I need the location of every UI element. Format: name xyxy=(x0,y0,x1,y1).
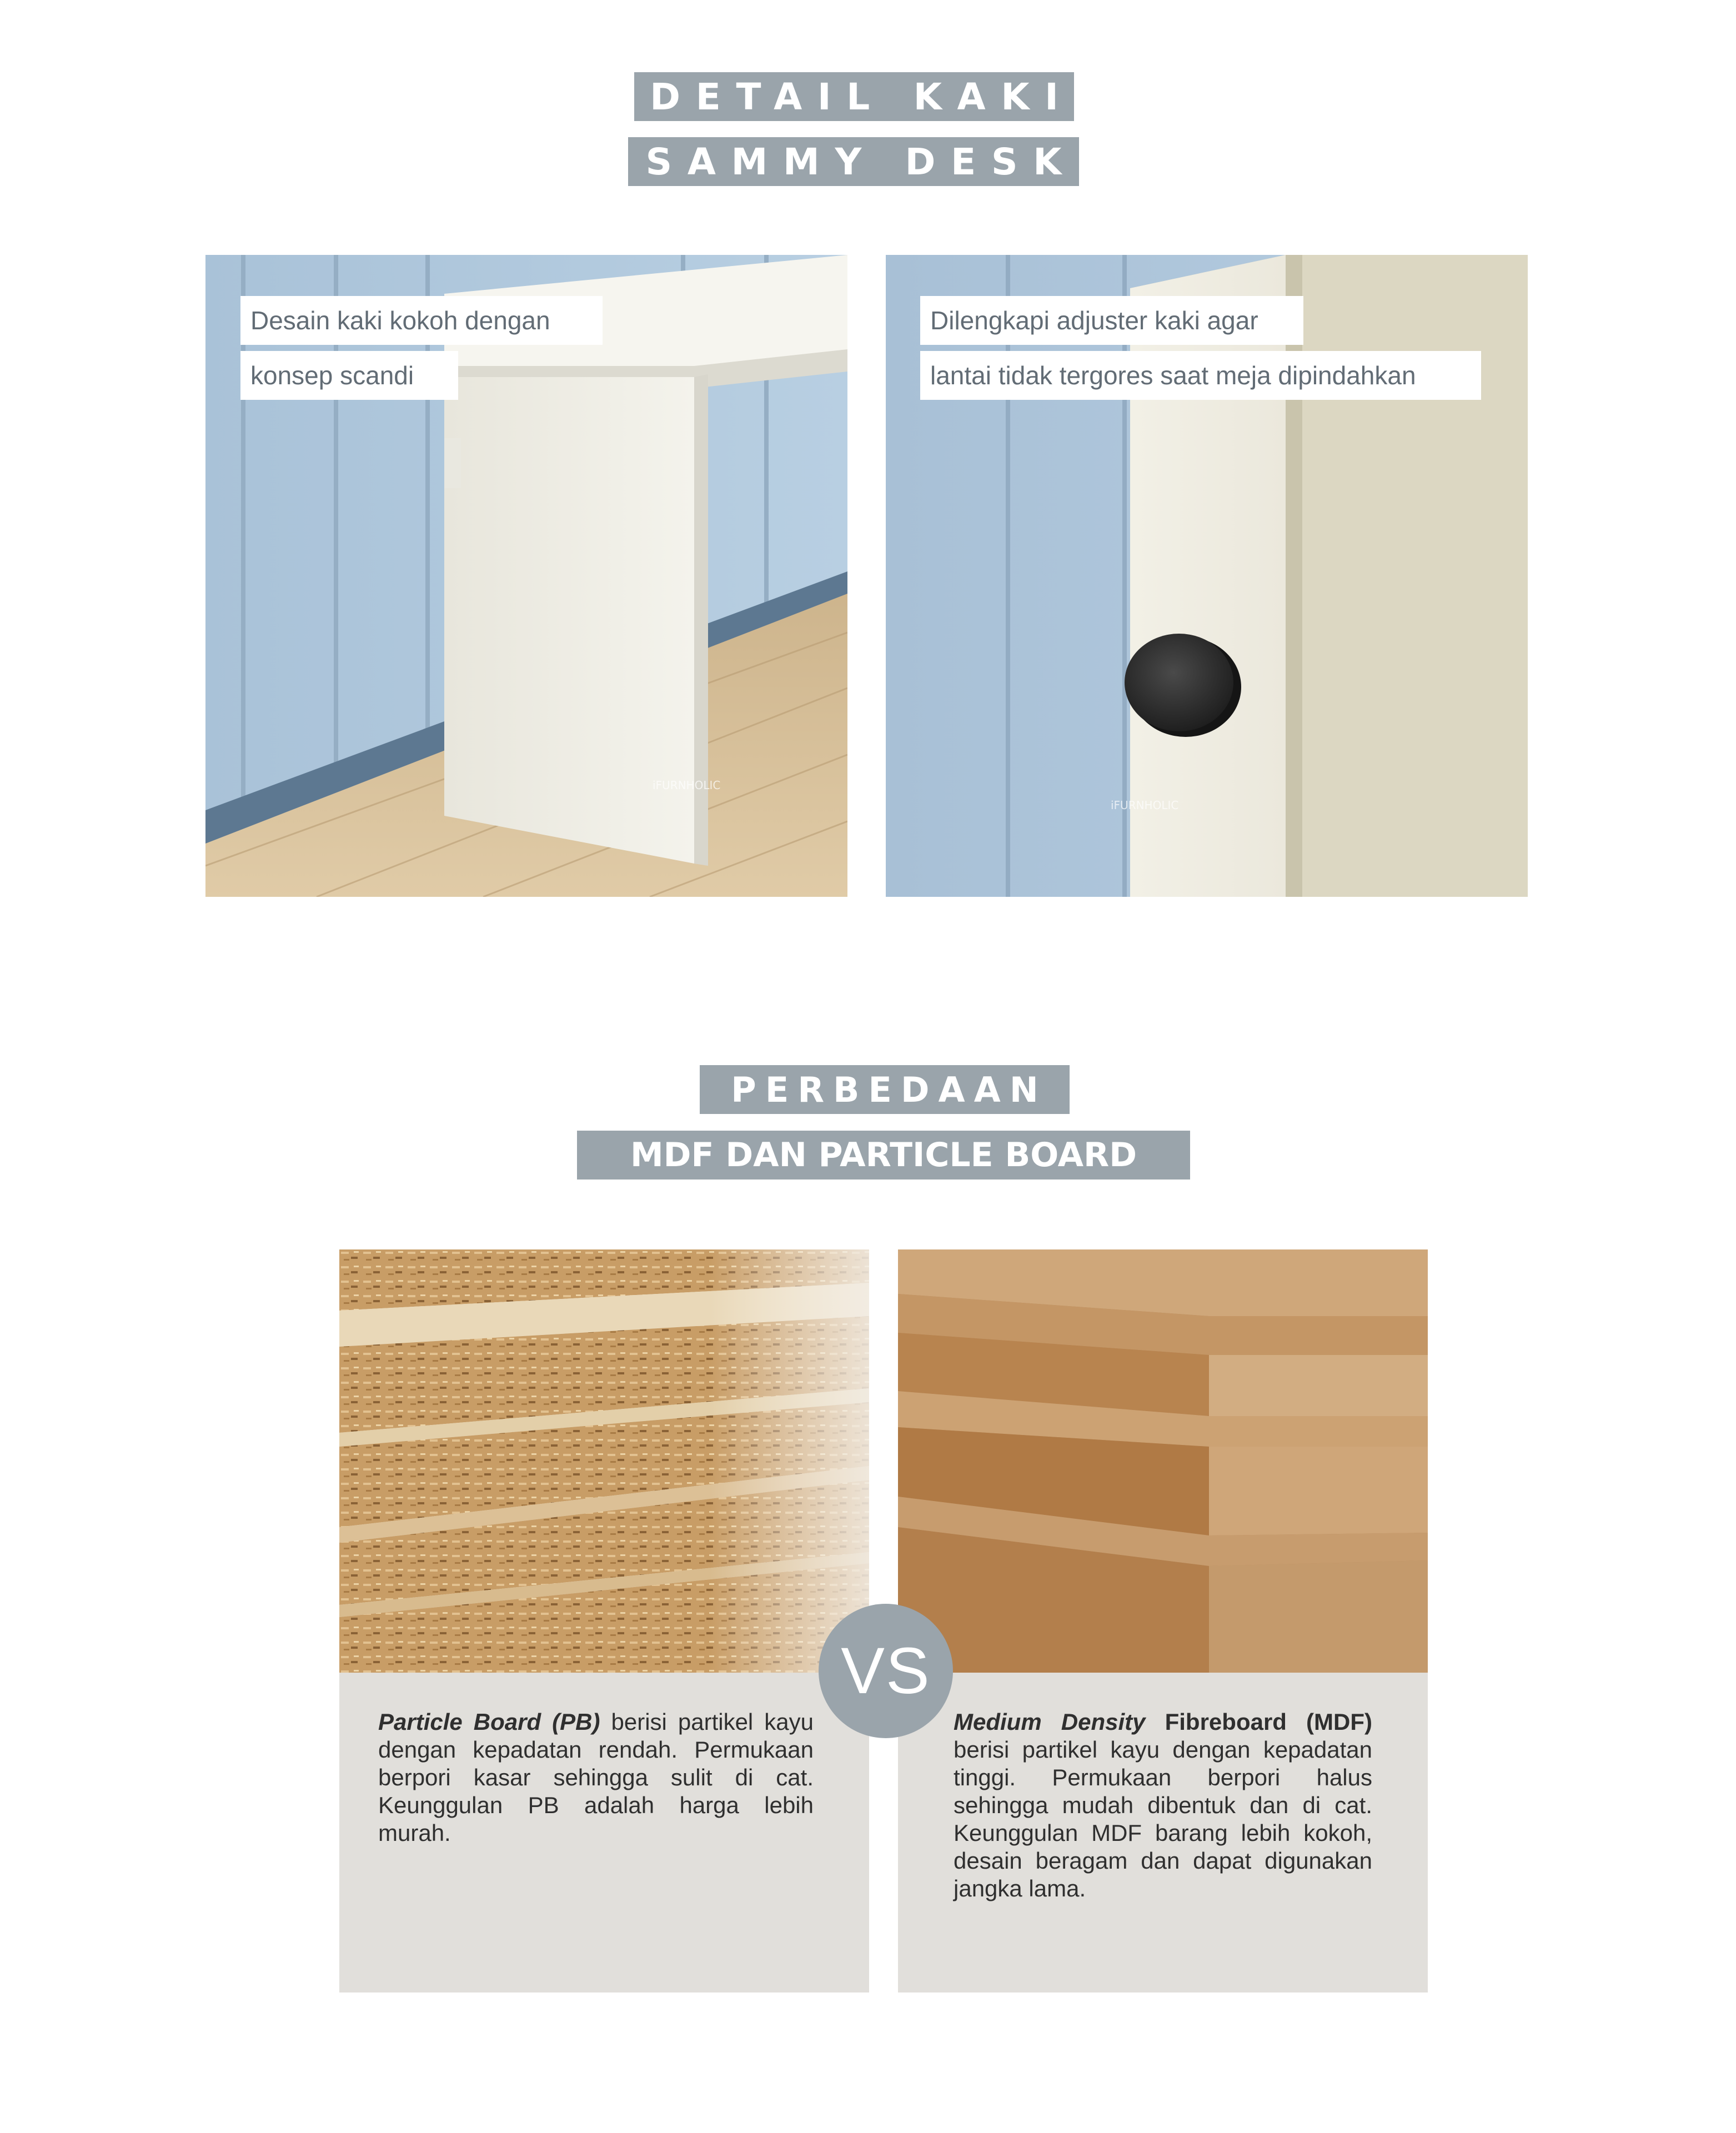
particle-board-name: Particle Board (PB) xyxy=(378,1709,600,1735)
adjuster-caption-line1: Dilengkapi adjuster kaki agar xyxy=(920,296,1303,345)
mdf-board-photo xyxy=(898,1249,1428,1673)
desk-leg-caption-line1: Desain kaki kokoh dengan xyxy=(240,296,603,345)
mdf-text: berisi partikel kayu dengan kepadatan tinggi. Permukaan berpori halus sehingga mudah dibentuk dan di cat. Keunggulan MDF barang lebih kokoh, desain beragam dan dapat digunakan jangka lama. xyxy=(954,1736,1372,1901)
particle-board-description xyxy=(339,1673,869,1993)
mdf-name-italic: Medium Density xyxy=(954,1709,1146,1735)
watermark-text: iFURNHOLIC xyxy=(653,779,721,792)
particle-board-illustration xyxy=(339,1249,869,1673)
particle-board-text: berisi partikel kayu dengan kepadatan rendah. Permukaan berpori kasar sehingga sulit di cat. Keunggulan PB adalah harga lebih murah. xyxy=(378,1709,814,1846)
mdf-name-rest: Fibreboard (MDF) xyxy=(1145,1709,1372,1735)
mdf-board-illustration xyxy=(898,1249,1428,1673)
detail-kaki-banner: DETAIL KAKI xyxy=(634,72,1074,121)
sammy-desk-banner: SAMMY DESK xyxy=(628,137,1079,186)
particle-board-photo xyxy=(339,1249,869,1673)
mdf-particle-board-banner: MDF DAN PARTICLE BOARD xyxy=(577,1131,1190,1180)
adjuster-caption-line2: lantai tidak tergores saat meja dipindahkan xyxy=(920,351,1481,400)
mdf-description xyxy=(898,1673,1428,1993)
desk-leg-caption-line2: konsep scandi xyxy=(240,351,458,400)
vs-badge: VS xyxy=(819,1604,953,1738)
perbedaan-banner: PERBEDAAN xyxy=(700,1065,1070,1114)
watermark-text: iFURNHOLIC xyxy=(1111,799,1179,812)
